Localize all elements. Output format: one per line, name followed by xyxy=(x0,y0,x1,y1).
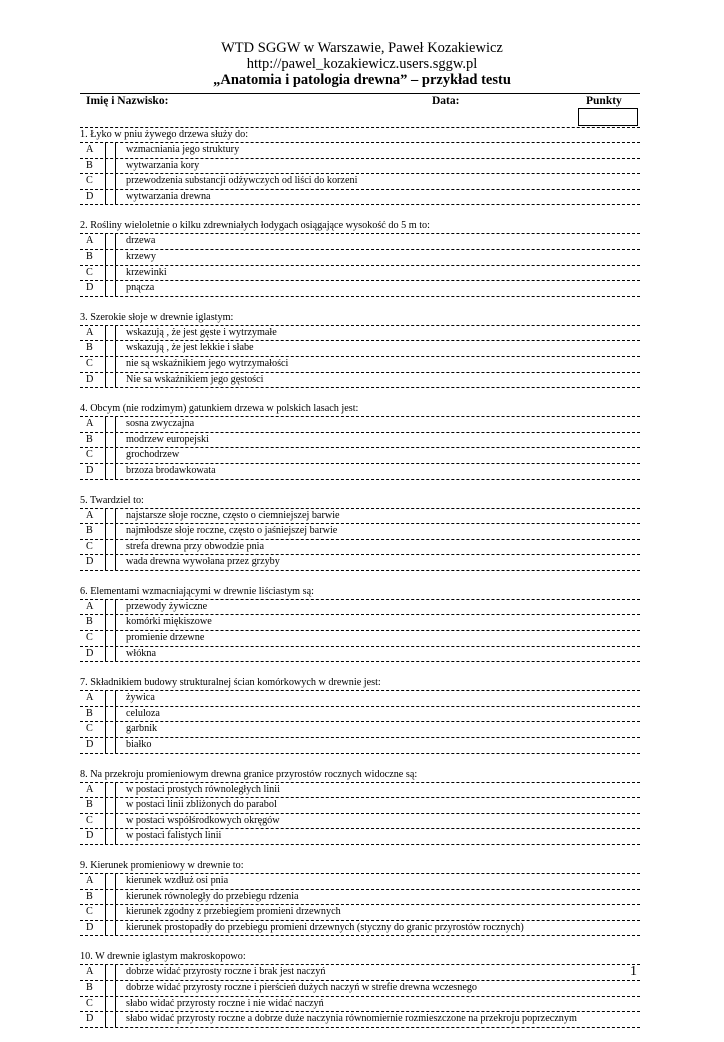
option-letter: A xyxy=(86,509,94,521)
option-letter: A xyxy=(86,966,94,978)
option-letter: A xyxy=(86,875,94,886)
option-letter: C xyxy=(86,449,93,461)
answer-checkbox[interactable] xyxy=(105,143,116,158)
option-text: białko xyxy=(126,739,152,751)
option-letter: D xyxy=(86,739,94,751)
option-letter: B xyxy=(86,342,93,354)
answer-option xyxy=(80,921,640,937)
option-text: słabo widać przyrosty roczne a dobrze duże naczynia równomiernie rozmieszczone na przekroju poprzecznym xyxy=(126,1013,577,1025)
answer-option xyxy=(80,783,640,799)
option-text: włókna xyxy=(126,647,156,659)
answer-checkbox[interactable] xyxy=(105,890,116,905)
answer-option xyxy=(80,448,640,464)
option-text: kierunek prostopadły do przebiegu promieni drzewnych (styczny do granic przyrostów rocznych) xyxy=(126,921,524,933)
option-letter: D xyxy=(86,647,94,659)
answer-option xyxy=(80,373,640,389)
points-box[interactable] xyxy=(578,108,638,126)
option-letter: D xyxy=(86,282,94,294)
question-text: 5. Twardziel to: xyxy=(80,494,640,509)
option-text: wytwarzania drewna xyxy=(126,190,211,202)
question-text: 10. W drewnie iglastym makroskopowo: xyxy=(80,950,640,965)
question-block xyxy=(80,585,640,662)
question-text: 8. Na przekroju promieniowym drewna granice przyrostów rocznych widoczne są: xyxy=(80,768,640,783)
option-letter: A xyxy=(86,326,94,338)
answer-checkbox[interactable] xyxy=(105,509,116,524)
answer-option xyxy=(80,266,640,282)
answer-option xyxy=(80,417,640,433)
option-letter: B xyxy=(86,433,93,445)
answer-option xyxy=(80,981,640,997)
answer-option xyxy=(80,829,640,845)
option-letter: D xyxy=(86,556,94,568)
option-text: promienie drzewne xyxy=(126,632,205,644)
answer-checkbox[interactable] xyxy=(105,965,116,980)
question-block xyxy=(80,859,640,936)
option-text: kierunek wzdłuż osi pnia xyxy=(126,875,229,886)
option-text: wzmacniania jego struktury xyxy=(126,144,240,155)
option-text: celuloza xyxy=(126,707,160,719)
answer-checkbox[interactable] xyxy=(105,600,116,615)
answer-checkbox[interactable] xyxy=(105,722,116,737)
option-letter: C xyxy=(86,540,93,552)
option-text: wskazują , że jest lekkie i słabe xyxy=(126,342,254,354)
option-text: nie są wskaźnikiem jego wytrzymałości xyxy=(126,357,289,369)
answer-option xyxy=(80,905,640,921)
answer-checkbox[interactable] xyxy=(105,783,116,798)
question-block xyxy=(80,402,640,479)
website-url: http://pawel_kozakiewicz.users.sggw.pl xyxy=(246,56,478,72)
answer-option xyxy=(80,540,640,556)
answer-option xyxy=(80,874,640,890)
document-header xyxy=(0,40,724,88)
answer-checkbox[interactable] xyxy=(105,417,116,432)
option-letter: A xyxy=(86,144,94,155)
option-letter: D xyxy=(86,373,94,385)
answer-checkbox[interactable] xyxy=(105,981,116,996)
answer-checkbox[interactable] xyxy=(105,905,116,920)
answer-option xyxy=(80,615,640,631)
answer-checkbox[interactable] xyxy=(105,707,116,722)
question-block xyxy=(80,494,640,571)
option-letter: C xyxy=(86,266,93,278)
answer-option xyxy=(80,464,640,480)
answer-checkbox[interactable] xyxy=(105,357,116,372)
document-title: „Anatomia i patologia drewna” – przykład testu xyxy=(213,72,511,88)
answer-option xyxy=(80,357,640,373)
points-label: Punkty xyxy=(586,95,622,107)
option-letter: B xyxy=(86,981,93,993)
question-block xyxy=(80,950,640,1027)
institution-line: WTD SGGW w Warszawie, Paweł Kozakiewicz xyxy=(221,40,503,56)
answer-checkbox[interactable] xyxy=(105,159,116,174)
answer-checkbox[interactable] xyxy=(105,433,116,448)
answer-checkbox[interactable] xyxy=(105,326,116,341)
option-text: najstarsze słoje roczne, często o ciemniejszej barwie xyxy=(126,509,340,521)
option-text: grochodrzew xyxy=(126,449,180,461)
question-block xyxy=(80,768,640,845)
answer-checkbox[interactable] xyxy=(105,874,116,889)
answer-checkbox[interactable] xyxy=(105,814,116,829)
answer-checkbox[interactable] xyxy=(105,448,116,463)
answer-checkbox[interactable] xyxy=(105,829,116,844)
option-letter: D xyxy=(86,921,94,933)
answer-checkbox[interactable] xyxy=(105,798,116,813)
answer-option xyxy=(80,174,640,190)
option-text: dobrze widać przyrosty roczne i brak jest naczyń xyxy=(126,966,326,978)
date-label: Data: xyxy=(432,95,460,107)
answer-checkbox[interactable] xyxy=(105,647,116,662)
question-text: 6. Elementami wzmacniającymi w drewnie liściastym są: xyxy=(80,585,640,600)
question-text: 3. Szerokie słoje w drewnie iglastym: xyxy=(80,311,640,326)
answer-option xyxy=(80,814,640,830)
question-text: 1. Łyko w pniu żywego drzewa służy do: xyxy=(80,128,640,143)
answer-option xyxy=(80,143,640,159)
answer-checkbox[interactable] xyxy=(105,266,116,281)
question-text: 2. Rośliny wieloletnie o kilku zdrewniałych łodygach osiągające wysokość do 5 m to: xyxy=(80,219,640,234)
option-text: modrzew europejski xyxy=(126,433,209,445)
answer-option xyxy=(80,738,640,754)
answer-option xyxy=(80,997,640,1013)
answer-checkbox[interactable] xyxy=(105,631,116,646)
option-text: kierunek równoległy do przebiegu rdzenia xyxy=(126,890,299,902)
answer-option xyxy=(80,707,640,723)
answer-checkbox[interactable] xyxy=(105,1012,116,1027)
option-letter: B xyxy=(86,799,93,811)
question-list xyxy=(80,128,640,1042)
option-letter: C xyxy=(86,357,93,369)
answer-checkbox[interactable] xyxy=(105,691,116,706)
option-letter: D xyxy=(86,464,94,476)
option-text: wytwarzania kory xyxy=(126,159,200,171)
option-text: komórki miękiszowe xyxy=(126,616,212,628)
answer-option xyxy=(80,159,640,175)
option-text: w postaci falistych linii xyxy=(126,830,222,842)
option-text: w postaci prostych równoległych linii xyxy=(126,783,280,795)
option-letter: B xyxy=(86,525,93,537)
option-text: strefa drewna przy obwodzie pnia xyxy=(126,540,265,552)
answer-option xyxy=(80,647,640,663)
option-text: drzewa xyxy=(126,235,156,247)
option-letter: C xyxy=(86,632,93,644)
answer-option xyxy=(80,250,640,266)
option-letter: B xyxy=(86,616,93,628)
answer-option xyxy=(80,509,640,525)
answer-checkbox[interactable] xyxy=(105,540,116,555)
option-text: brzoza brodawkowata xyxy=(126,464,216,476)
option-letter: D xyxy=(86,1013,94,1025)
option-letter: C xyxy=(86,814,93,826)
option-text: w postaci współśrodkowych okręgów xyxy=(126,814,280,826)
option-text: żywica xyxy=(126,692,155,704)
option-letter: A xyxy=(86,235,94,247)
answer-checkbox[interactable] xyxy=(105,615,116,630)
answer-option xyxy=(80,524,640,540)
question-block xyxy=(80,676,640,753)
answer-checkbox[interactable] xyxy=(105,997,116,1012)
answer-option xyxy=(80,631,640,647)
option-letter: C xyxy=(86,723,93,735)
option-text: wskazują , że jest gęste i wytrzymałe xyxy=(126,326,277,338)
option-text: przewodzenia substancji odżywczych od liści do korzeni xyxy=(126,175,358,187)
question-text: 7. Składnikiem budowy strukturalnej ścian komórkowych w drewnie jest: xyxy=(80,676,640,691)
answer-checkbox[interactable] xyxy=(105,555,116,570)
answer-option xyxy=(80,600,640,616)
page-number: 1 xyxy=(630,964,637,979)
option-text: przewody żywiczne xyxy=(126,600,208,612)
answer-option xyxy=(80,965,640,981)
answer-checkbox[interactable] xyxy=(105,174,116,189)
option-text: w postaci linii zbliżonych do parabol xyxy=(126,799,277,811)
answer-checkbox[interactable] xyxy=(105,738,116,753)
option-letter: A xyxy=(86,600,94,612)
answer-option xyxy=(80,234,640,250)
option-text: Nie sa wskaźnikiem jego gęstości xyxy=(126,373,264,385)
option-letter: C xyxy=(86,175,93,187)
answer-option xyxy=(80,890,640,906)
option-letter: C xyxy=(86,906,93,918)
answer-checkbox[interactable] xyxy=(105,341,116,356)
option-letter: A xyxy=(86,783,94,795)
option-letter: D xyxy=(86,830,94,842)
answer-option xyxy=(80,281,640,297)
option-letter: A xyxy=(86,418,94,430)
option-letter: B xyxy=(86,159,93,171)
answer-checkbox[interactable] xyxy=(105,921,116,936)
answer-option xyxy=(80,555,640,571)
option-letter: A xyxy=(86,692,94,704)
question-block xyxy=(80,311,640,388)
option-letter: B xyxy=(86,250,93,262)
option-text: kierunek zgodny z przebiegiem promieni drzewnych xyxy=(126,906,341,918)
answer-option xyxy=(80,326,640,342)
option-text: krzewy xyxy=(126,250,156,262)
answer-option xyxy=(80,433,640,449)
question-block xyxy=(80,219,640,296)
option-text: krzewinki xyxy=(126,266,167,278)
option-text: pnącza xyxy=(126,282,155,294)
answer-option xyxy=(80,1012,640,1028)
answer-option xyxy=(80,341,640,357)
option-text: dobrze widać przyrosty roczne i pierścień dużych naczyń w strefie drewna wczesnego xyxy=(126,981,478,993)
option-text: najmłodsze słoje roczne, często o jaśniejszej barwie xyxy=(126,525,338,537)
answer-checkbox[interactable] xyxy=(105,234,116,249)
option-text: wada drewna wywołana przez grzyby xyxy=(126,556,280,568)
answer-option xyxy=(80,691,640,707)
answer-checkbox[interactable] xyxy=(105,250,116,265)
option-letter: B xyxy=(86,890,93,902)
answer-option xyxy=(80,190,640,206)
answer-checkbox[interactable] xyxy=(105,524,116,539)
answer-checkbox[interactable] xyxy=(105,373,116,388)
option-text: garbnik xyxy=(126,723,158,735)
form-row xyxy=(80,93,640,108)
name-label: Imię i Nazwisko: xyxy=(86,95,169,107)
option-text: słabo widać przyrosty roczne i nie widać naczyń xyxy=(126,997,324,1009)
question-block xyxy=(80,128,640,205)
option-letter: C xyxy=(86,997,93,1009)
answer-option xyxy=(80,798,640,814)
option-letter: B xyxy=(86,707,93,719)
option-letter: D xyxy=(86,190,94,202)
answer-checkbox[interactable] xyxy=(105,190,116,205)
option-text: sosna zwyczajna xyxy=(126,418,195,430)
question-text: 9. Kierunek promieniowy w drewnie to: xyxy=(80,859,640,874)
answer-checkbox[interactable] xyxy=(105,464,116,479)
answer-checkbox[interactable] xyxy=(105,281,116,296)
answer-option xyxy=(80,722,640,738)
question-text: 4. Obcym (nie rodzimym) gatunkiem drzewa w polskich lasach jest: xyxy=(80,402,640,417)
